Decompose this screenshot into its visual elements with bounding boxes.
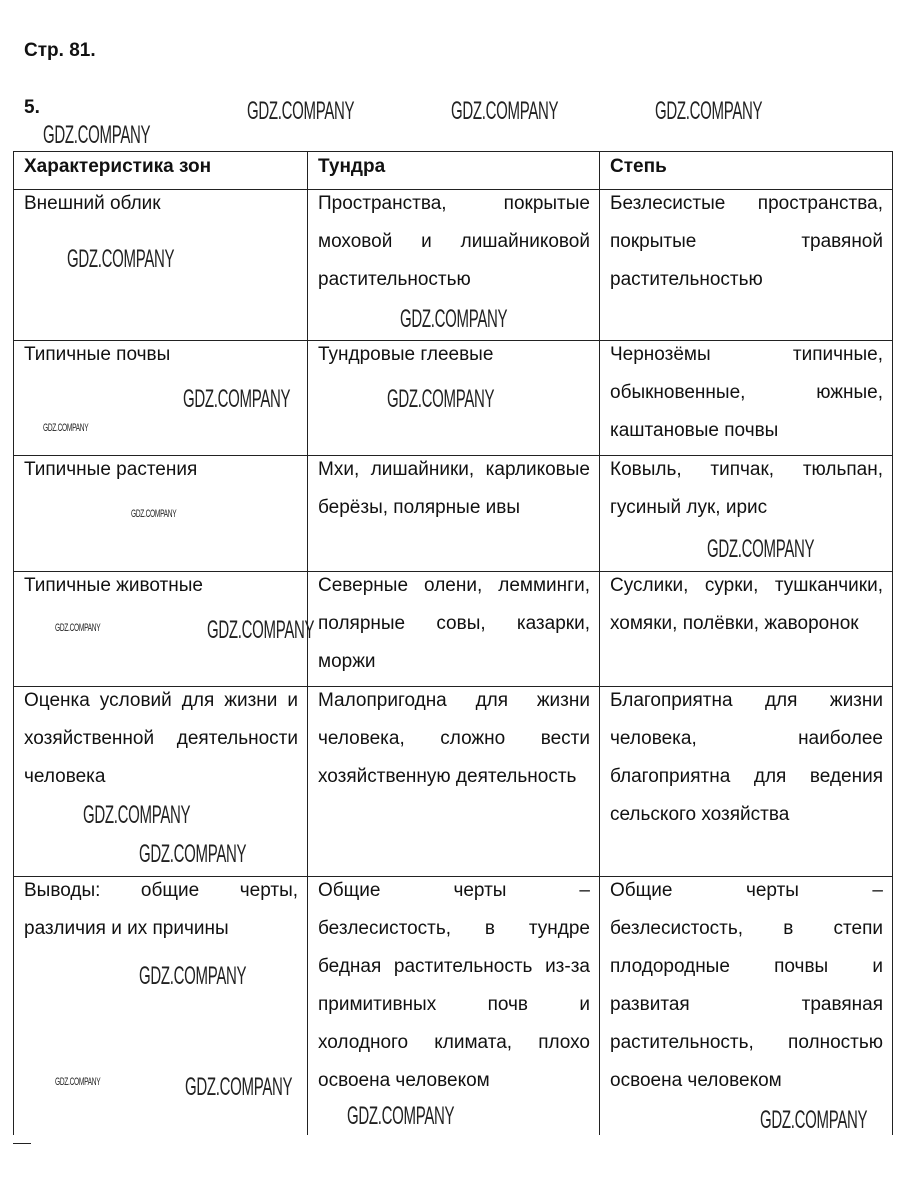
table-cell: Типичные животные [24, 575, 203, 596]
watermark: GDZ.COMPANY [760, 1106, 868, 1134]
table-cell: Внешний облик [24, 193, 161, 214]
watermark: GDZ.COMPANY [139, 840, 247, 868]
watermark: GDZ.COMPANY [67, 245, 175, 273]
watermark: GDZ.COMPANY [247, 97, 355, 125]
table-cell: Оценка условий для жизни и хозяйственной деятельности человека [24, 690, 298, 787]
table-cell: Ковыль, типчак, тюльпан, гусиный лук, ирис [610, 459, 883, 518]
table-cell: Суслики, сурки, тушканчики, хомяки, полёвки, жаворонок [610, 575, 883, 634]
table-cell: Общие черты – безлесистость, в степи плодородные почвы и развитая травяная растительность, полностью освоена человеком [610, 880, 883, 1091]
table-row [14, 687, 893, 877]
table-cell: Малопригодна для жизни человека, сложно вести хозяйственную деятельность [318, 690, 590, 787]
watermark: GDZ.COMPANY [43, 422, 89, 434]
table-row [14, 456, 893, 572]
table-cell: Тундровые глеевые [318, 344, 494, 365]
watermark: GDZ.COMPANY [655, 97, 763, 125]
header-cell: Степь [600, 152, 893, 190]
table-cell: Чернозёмы типичные, обыкновенные, южные, каштановые почвы [610, 344, 883, 441]
table-row [14, 877, 893, 1135]
watermark: GDZ.COMPANY [55, 622, 101, 634]
table-cell: Типичные почвы [24, 344, 171, 365]
zones-comparison-table [13, 151, 893, 1135]
watermark: GDZ.COMPANY [83, 801, 191, 829]
header-cell: Характеристика зон [14, 152, 308, 190]
table-cell: Выводы: общие черты, различия и их причины [24, 880, 298, 939]
table-row [14, 572, 893, 687]
watermark: GDZ.COMPANY [131, 508, 177, 520]
watermark: GDZ.COMPANY [451, 97, 559, 125]
table-corner-mark [13, 1143, 31, 1144]
watermark: GDZ.COMPANY [55, 1076, 101, 1088]
watermark: GDZ.COMPANY [183, 385, 291, 413]
table-header-row [14, 152, 893, 190]
table-cell: Типичные растения [24, 459, 198, 480]
page-label: Стр. 81. [24, 40, 96, 61]
header-cell: Тундра [308, 152, 600, 190]
watermark: GDZ.COMPANY [347, 1102, 455, 1130]
watermark: GDZ.COMPANY [43, 121, 151, 149]
watermark: GDZ.COMPANY [185, 1073, 293, 1101]
table-cell: Пространства, покрытые моховой и лишайниковой растительностью [318, 193, 590, 290]
watermark: GDZ.COMPANY [707, 535, 815, 563]
table-cell: Мхи, лишайники, карликовые берёзы, полярные ивы [318, 459, 590, 518]
watermark: GDZ.COMPANY [400, 305, 508, 333]
watermark: GDZ.COMPANY [207, 616, 315, 644]
table-cell: Общие черты – безлесистость, в тундре бедная растительность из-за примитивных почв и холодного климата, плохо освоена человеком [318, 880, 590, 1091]
table-cell: Северные олени, лемминги, полярные совы, казарки, моржи [318, 575, 590, 672]
table-row [14, 341, 893, 456]
watermark: GDZ.COMPANY [387, 385, 495, 413]
task-number: 5. [24, 97, 40, 118]
table-cell: Безлесистые пространства, покрытые травяной растительностью [610, 193, 883, 290]
table-cell: Благоприятна для жизни человека, наиболее благоприятна для ведения сельского хозяйства [610, 690, 883, 825]
table-row [14, 190, 893, 341]
watermark: GDZ.COMPANY [139, 962, 247, 990]
